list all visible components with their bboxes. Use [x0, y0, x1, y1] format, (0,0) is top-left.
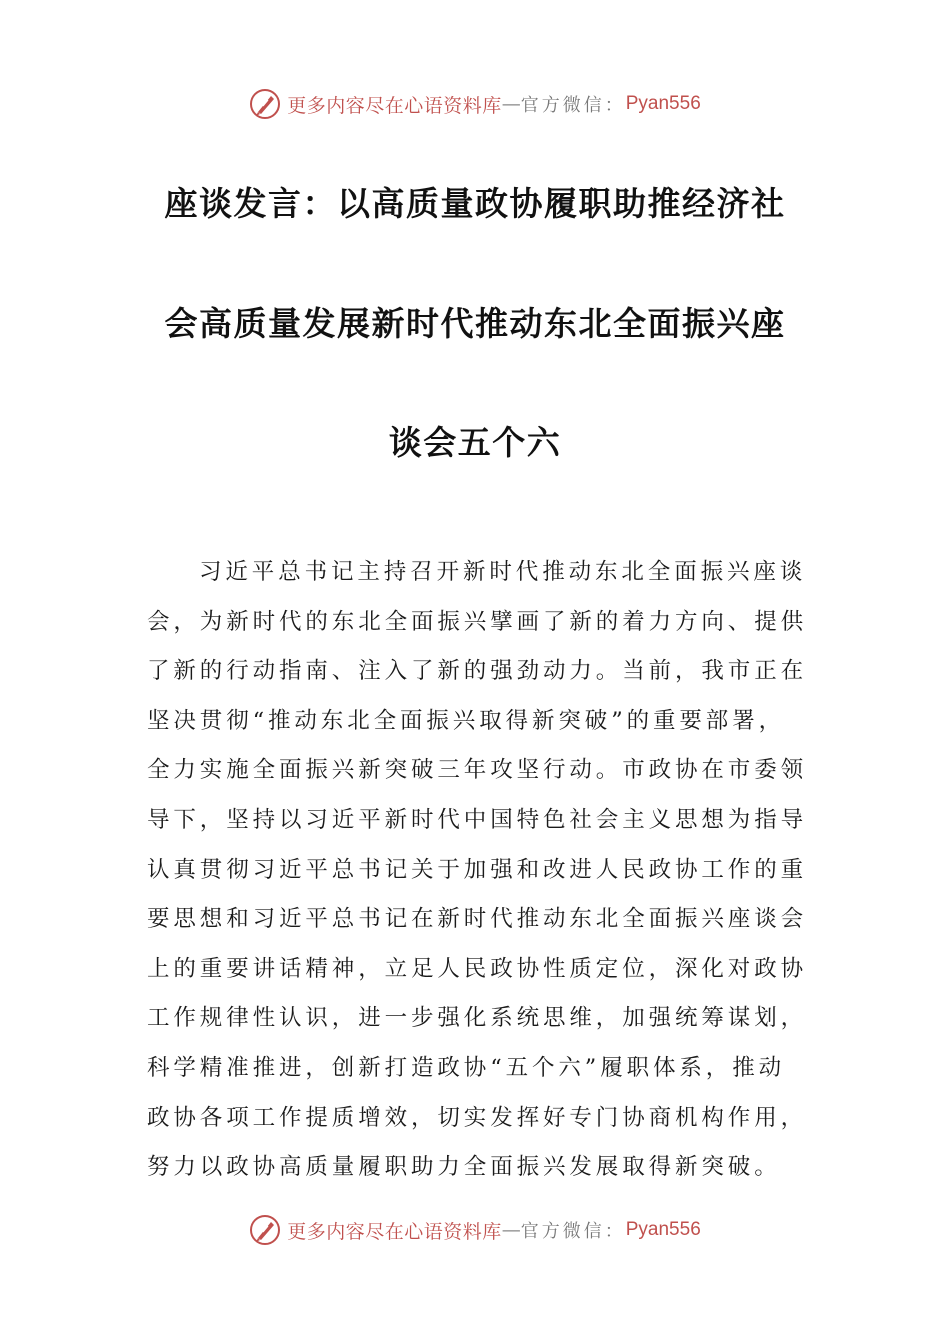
body-line: 坚决贯彻“推动东北全面振兴取得新突破”的重要部署，	[147, 707, 786, 734]
document-title-line-3: 谈会五个六	[388, 423, 562, 462]
banner-wechat-id: Pyan556	[625, 1219, 701, 1240]
header-banner	[0, 84, 950, 124]
body-line: 全力实施全面振兴新突破三年攻坚行动。市政协在市委领	[147, 757, 808, 784]
body-line: 会，为新时代的东北全面振兴擘画了新的着力方向、提供	[147, 608, 808, 635]
body-line: 了新的行动指南、注入了新的强劲动力。当前，我市正在	[147, 658, 808, 685]
body-line: 努力以政协高质量履职助力全面振兴发展取得新突破。	[147, 1154, 781, 1181]
banner-wechat-label: 官方微信：	[520, 95, 626, 116]
body-line: 习近平总书记主持召开新时代推动东北全面振兴座谈	[199, 559, 807, 585]
document-title-line-1: 座谈发言：以高质量政协履职助推经济社	[164, 184, 786, 223]
banner-brand-text: 更多内容尽在心语资料库	[287, 1220, 502, 1243]
banner-brand-text: 更多内容尽在心语资料库	[287, 94, 502, 117]
quill-logo-icon	[249, 88, 281, 120]
document-title-line-2: 会高质量发展新时代推动东北全面振兴座	[164, 304, 786, 343]
footer-banner	[0, 1210, 950, 1250]
banner-wechat-label: 官方微信：	[520, 1221, 626, 1242]
banner-wechat-id: Pyan556	[625, 93, 701, 114]
body-line: 科学精准推进，创新打造政协“五个六”履职体系，推动	[147, 1054, 786, 1081]
body-line: 上的重要讲话精神，立足人民政协性质定位，深化对政协	[147, 955, 808, 982]
body-line: 工作规律性认识，进一步强化系统思维，加强统筹谋划，	[147, 1005, 808, 1032]
quill-logo-icon	[249, 1214, 281, 1246]
banner-separator: —	[501, 93, 521, 115]
banner-separator: —	[501, 1219, 521, 1241]
body-line: 认真贯彻习近平总书记关于加强和改进人民政协工作的重	[147, 856, 808, 883]
body-line: 政协各项工作提质增效，切实发挥好专门协商机构作用，	[147, 1104, 808, 1131]
body-paragraph	[147, 548, 807, 1193]
body-line: 要思想和习近平总书记在新时代推动东北全面振兴座谈会	[147, 906, 808, 933]
body-line: 导下，坚持以习近平新时代中国特色社会主义思想为指导	[147, 806, 808, 833]
